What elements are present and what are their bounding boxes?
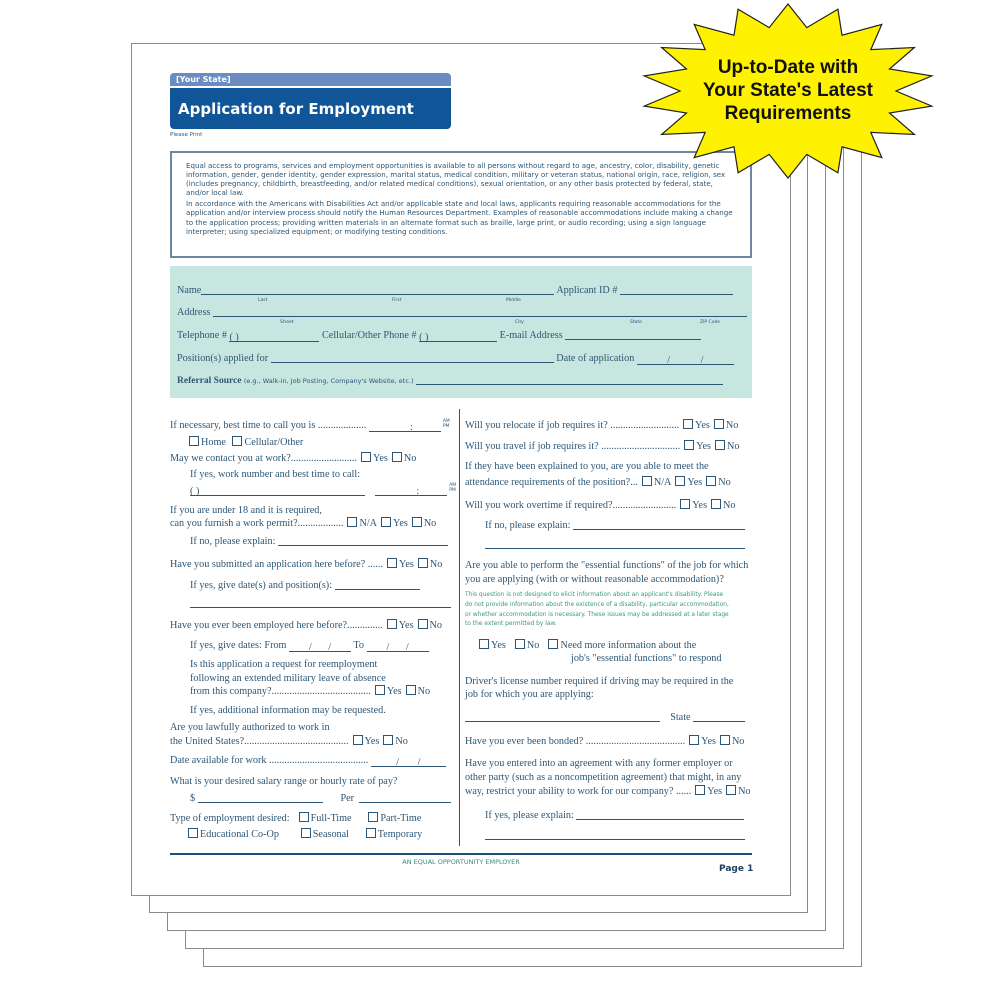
notice-paragraph: Equal access to programs, services and employment opportunities is available to all persons without regard to age, ancestry, color, disability, genetic information, gender, gender identity, gender expression, marital status, medical condition, military or veteran status, national origin, race, religion, sex (includes pregnancy, childbirth, breastfeeding, and/or related medical conditions), sexual orientation, or any other basis protected by federal, state, and/or local law. (186, 161, 726, 198)
applied-before-no-checkbox[interactable] (418, 558, 428, 568)
relocate-no-checkbox[interactable] (714, 419, 724, 429)
name-label: Name (177, 285, 202, 296)
applied-before-details-field[interactable] (335, 579, 420, 590)
attendance-no-checkbox[interactable] (706, 476, 716, 486)
cell-phone-label: Cellular/Other Phone # (322, 330, 417, 341)
overtime-yes-checkbox[interactable] (680, 499, 690, 509)
salary-per-field[interactable] (359, 792, 451, 803)
applicant-id-field[interactable] (620, 284, 733, 295)
essential-yes-checkbox[interactable] (479, 639, 489, 649)
work-number-field[interactable]: ( ) (190, 485, 365, 496)
authorized-no-checkbox[interactable] (383, 735, 393, 745)
telephone-field[interactable]: ( ) (229, 331, 319, 342)
work-time-field[interactable]: : (375, 485, 447, 496)
date-available-field[interactable]: / / (371, 756, 446, 767)
middle-caption: Middle (506, 298, 521, 303)
please-print: Please Print (170, 132, 203, 138)
authorized-yes-checkbox[interactable] (353, 735, 363, 745)
notice-paragraph: In accordance with the Americans with Disabilities Act and/or applicable state and local laws, applicants requiring reasonable accommodations for the application and/or interview process should notify the Human Resources Department. Examples of reasonable accommodations include making a change to the application process; providing written materials in an alternate format such as braille, large print, or audio recording; using a sign language interpreter; using specialized equipment; or modifying testing conditions. (186, 199, 733, 236)
permit-explain-field[interactable] (278, 535, 448, 546)
license-state-field[interactable] (693, 711, 745, 722)
applicant-info-section (170, 266, 752, 398)
relocate-yes-checkbox[interactable] (683, 419, 693, 429)
employed-before-yes-checkbox[interactable] (387, 619, 397, 629)
overtime-explain-field[interactable] (573, 519, 745, 530)
bonded-no-checkbox[interactable] (720, 735, 730, 745)
page-title: Application for Employment (170, 88, 451, 129)
overtime-no-checkbox[interactable] (711, 499, 721, 509)
applicant-id-label: Applicant ID # (556, 285, 618, 296)
seasonal-checkbox[interactable] (301, 828, 311, 838)
full-time-checkbox[interactable] (299, 812, 309, 822)
last-caption: Last (258, 298, 268, 303)
referral-example: (e.g., Walk-in, Job Posting, Company's Website, etc.) (243, 377, 414, 385)
reemployment-yes-checkbox[interactable] (375, 685, 385, 695)
header-state-bar: [Your State] (170, 73, 451, 86)
badge-text: Up-to-Date with Your State's Latest Requirements (703, 57, 873, 124)
cell-phone-field[interactable]: ( ) (419, 331, 497, 342)
address-label: Address (177, 307, 211, 318)
first-caption: First (392, 298, 402, 303)
state-caption: State (630, 320, 642, 325)
home-checkbox[interactable] (189, 436, 199, 446)
bonded-yes-checkbox[interactable] (689, 735, 699, 745)
street-caption: Street (280, 320, 294, 325)
agreement-yes-checkbox[interactable] (695, 785, 705, 795)
referral-field[interactable] (416, 374, 723, 385)
name-field[interactable] (201, 284, 554, 295)
permit-no-checkbox[interactable] (412, 517, 422, 527)
date-application-field[interactable]: / / (637, 354, 734, 365)
agreement-explain-field-2[interactable] (485, 829, 745, 840)
date-application-label: Date of application (556, 353, 635, 364)
part-time-checkbox[interactable] (368, 812, 378, 822)
city-caption: City (515, 320, 524, 325)
salary-field[interactable] (198, 792, 323, 803)
essential-no-checkbox[interactable] (515, 639, 525, 649)
license-number-field[interactable] (465, 711, 660, 722)
equal-opportunity-text: AN EQUAL OPPORTUNITY EMPLOYER (402, 858, 520, 866)
zip-caption: ZIP Code (700, 320, 721, 325)
overtime-explain-field-2[interactable] (485, 538, 745, 549)
referral-label: Referral Source (177, 376, 242, 386)
permit-yes-checkbox[interactable] (381, 517, 391, 527)
agreement-explain-field[interactable] (576, 809, 744, 820)
position-field[interactable] (271, 352, 554, 363)
employed-before-no-checkbox[interactable] (418, 619, 428, 629)
applied-before-details-field-2[interactable] (190, 597, 451, 608)
best-time-field[interactable]: : (369, 421, 441, 432)
applied-before-yes-checkbox[interactable] (387, 558, 397, 568)
agreement-no-checkbox[interactable] (726, 785, 736, 795)
email-field[interactable] (565, 329, 701, 340)
attendance-na-checkbox[interactable] (642, 476, 652, 486)
email-label: E-mail Address (499, 330, 563, 341)
employed-from-field[interactable]: / / (289, 641, 351, 652)
address-field[interactable] (213, 306, 747, 317)
travel-no-checkbox[interactable] (715, 440, 725, 450)
cellular-checkbox[interactable] (232, 436, 242, 446)
telephone-label: Telephone # (177, 330, 227, 341)
reemployment-no-checkbox[interactable] (406, 685, 416, 695)
attendance-yes-checkbox[interactable] (675, 476, 685, 486)
contact-work-yes-checkbox[interactable] (361, 452, 371, 462)
employed-to-field[interactable]: / / (367, 641, 429, 652)
footer-rule (170, 853, 752, 855)
travel-yes-checkbox[interactable] (684, 440, 694, 450)
column-divider (459, 409, 460, 846)
page-number: Page 1 (719, 864, 754, 874)
application-page: [Your State] Application for Employment Please Print Equal access to programs, services and employment opportunities is available to all persons without regard to age, ancestry, color, disability, genetic information, gender, gender identity, gender expression, marital status, medical condition, military or veteran status, national origin, race, religion, sex (includes pregnancy, childbirth, breastfeeding, and/or related medical conditions), sexual orientation, or any other basis protected by federal, state, and/or local law. In accordance with the Americans with Disabilities Act and/or applicable state and local laws, applicants requiring reasonable accommodations for the application and/or interview process should notify the Human Resources Department. Examples of reasonable accommodations include making a change to the application process; providing written materials in an alternate format such as braille, large print, or audio recording; using a sign language interpreter; using specialized equipment; or modifying testing conditions. Name Applicant ID # Last First Middle Address Street City State ZIP Code Telephone # ( ) Cellular/Other Phone # ( ) E-mail Address Position(s) applied for Date of application / / Referral Source (e.g., Walk-in, Job Posting, Company's Website, etc.) If necessary, best time to call you is ................... :AM PM Home Cellular/Other May we contact you at work?.......................... Yes No If yes, work number and best time to call: ( ) :AM PM If you are under 18 and it is required, can you furnish a work permit?.................. N/A Yes No If no, please explain: Have you submitted an application here before? ...... Yes No If yes, give date(s) and position(s): Have you ever been employed here before?.............. Yes No If yes, give dates: From / / To / / Is this application a request for reemployment following an extended military leave of absence from this company?....................................... Yes No If yes, additional information may be requested. Are you lawfully authorized to work in the United States?......................................... Yes No Date available for work ....................................... / / What is your desired salary range or hourly rate of pay? $ Per Type of employment desired: Full-Time Part-Time Educational Co-Op Seasonal Temporary Will you relocate if job requires it? ........................... Yes No Will you travel if job requires it? ............................... Yes No If they have been explained to you, are you able to meet the attendance requirements of the position?... N/A Yes No Will you work overtime if required?......................... Yes No If no, please explain: Are you able to perform the "essential functions" of the job for which you are applying (with or without reasonable accommodation)? This question is not designed to elicit information about an applicant's disability. Please do not provide information about the existence of a disability, particular accommodation, or whether accommodation is necessary. These issues may be addressed at a later stage to the extent permitted by law. Yes No Need more information about the job's "essential functions" to respond Driver's license number required if driving may be required in the job for which you are applying: State Have you ever been bonded? ....................................... Yes No Have you entered into an agreement with any former employer or other party (such as a noncompetition agreement) that might, in any way, restrict your ability to work for our company? ...... Yes No If yes, please explain: AN EQUAL OPPORTUNITY EMPLOYER Page 1 (131, 43, 791, 896)
temporary-checkbox[interactable] (366, 828, 376, 838)
contact-work-no-checkbox[interactable] (392, 452, 402, 462)
disability-note: This question is not designed to elicit information about an applicant's disability. Please do not provide information about the existence of a disability, particular accommodation, or whether accommodation is necessary. These issues may be addressed at a later stage to the extent permitted by law. (465, 592, 729, 628)
permit-na-checkbox[interactable] (347, 517, 357, 527)
position-label: Position(s) applied for (177, 353, 269, 364)
essential-need-info-checkbox[interactable] (548, 639, 558, 649)
coop-checkbox[interactable] (188, 828, 198, 838)
